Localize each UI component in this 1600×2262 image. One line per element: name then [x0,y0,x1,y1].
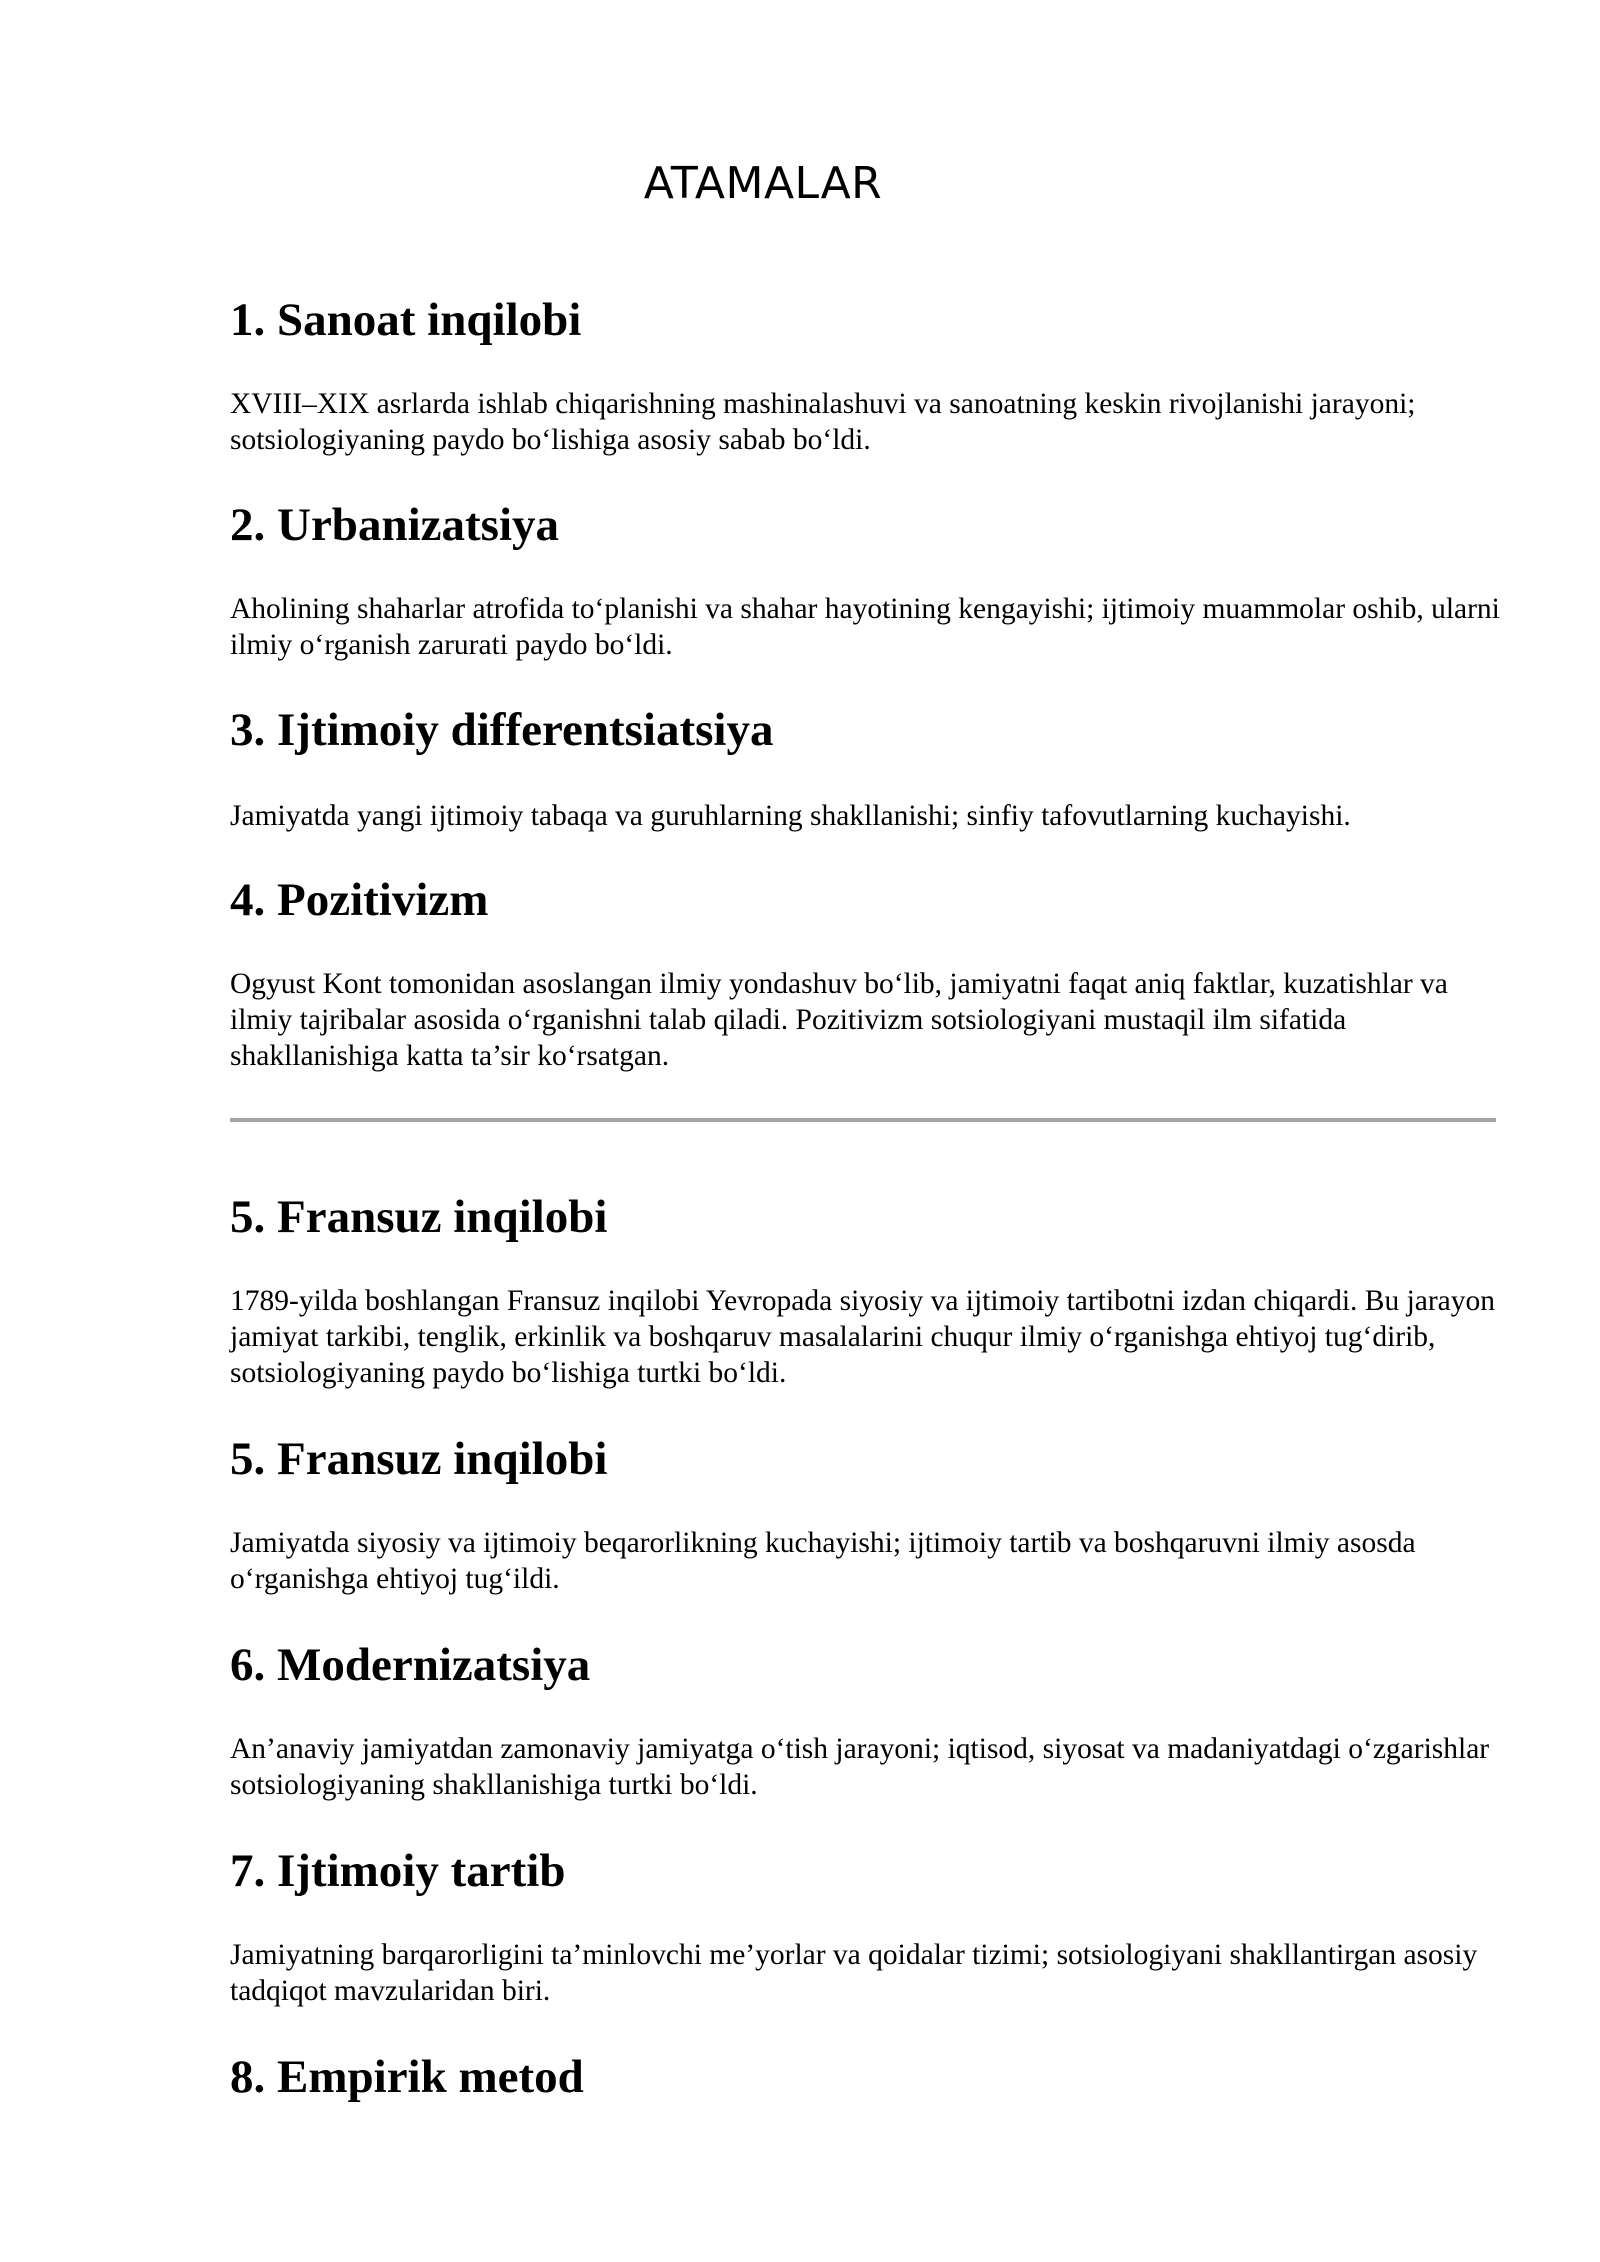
term-heading: 1. Sanoat inqilobi [230,294,582,346]
term-heading: 4. Pozitivizm [230,874,489,926]
section-divider [230,1118,1496,1122]
term-heading: 2. Urbanizatsiya [230,499,559,551]
term-definition: Jamiyatning barqarorligini ta’minlovchi me’yorlar va qoidalar tizimi; sotsiologiyani shakllantirgan asosiy tadqiqot mavzularidan biri. [230,1939,1478,2007]
document-title: ATAMALAR [643,158,883,209]
term-definition: 1789-yilda boshlangan Fransuz inqilobi Yevropada siyosiy va ijtimoiy tartibotni izdan chiqardi. Bu jarayon jamiyat tarkibi, tenglik, erkinlik va boshqaruv masalalarini chuqur ilmiy o‘rganishga ehtiyoj tug‘dirib, sotsiologiyaning paydo bo‘lishiga turtki bo‘ldi. [230,1285,1496,1389]
term-heading: 3. Ijtimoiy differentsiatsiya [230,704,774,756]
term-heading: 8. Empirik metod [230,2051,584,2103]
term-definition: Jamiyatda yangi ijtimoiy tabaqa va guruhlarning shakllanishi; sinfiy tafovutlarning kuchayishi. [230,800,1351,832]
term-heading: 6. Modernizatsiya [230,1639,591,1691]
term-definition: Jamiyatda siyosiy va ijtimoiy beqarorlikning kuchayishi; ijtimoiy tartib va boshqaruvni ilmiy asosda o‘rganishga ehtiyoj tug‘ildi. [230,1527,1416,1595]
term-definition: An’anaviy jamiyatdan zamonaviy jamiyatga o‘tish jarayoni; iqtisod, siyosat va madaniyatdagi o‘zgarishlar sotsiologiyaning shakllanishiga turtki bo‘ldi. [230,1733,1490,1801]
term-definition: Ogyust Kont tomonidan asoslangan ilmiy yondashuv bo‘lib, jamiyatni faqat aniq faktlar, kuzatishlar va ilmiy tajribalar asosida o‘rganishni talab qiladi. Pozitivizm sotsiologiyani mustaqil ilm sifatida shakllanishiga katta ta’sir ko‘rsatgan. [230,968,1448,1072]
term-heading: 7. Ijtimoiy tartib [230,1845,566,1897]
term-definition: XVIII–XIX asrlarda ishlab chiqarishning mashinalashuvi va sanoatning keskin rivojlanishi jarayoni; sotsiologiyaning paydo bo‘lishiga asosiy sabab bo‘ldi. [230,388,1416,456]
term-heading: 5. Fransuz inqilobi [230,1433,608,1485]
term-definition: Aholining shaharlar atrofida to‘planishi va shahar hayotining kengayishi; ijtimoiy muammolar oshib, ularni ilmiy o‘rganish zarurati paydo bo‘ldi. [230,593,1500,661]
term-heading: 5. Fransuz inqilobi [230,1191,608,1243]
